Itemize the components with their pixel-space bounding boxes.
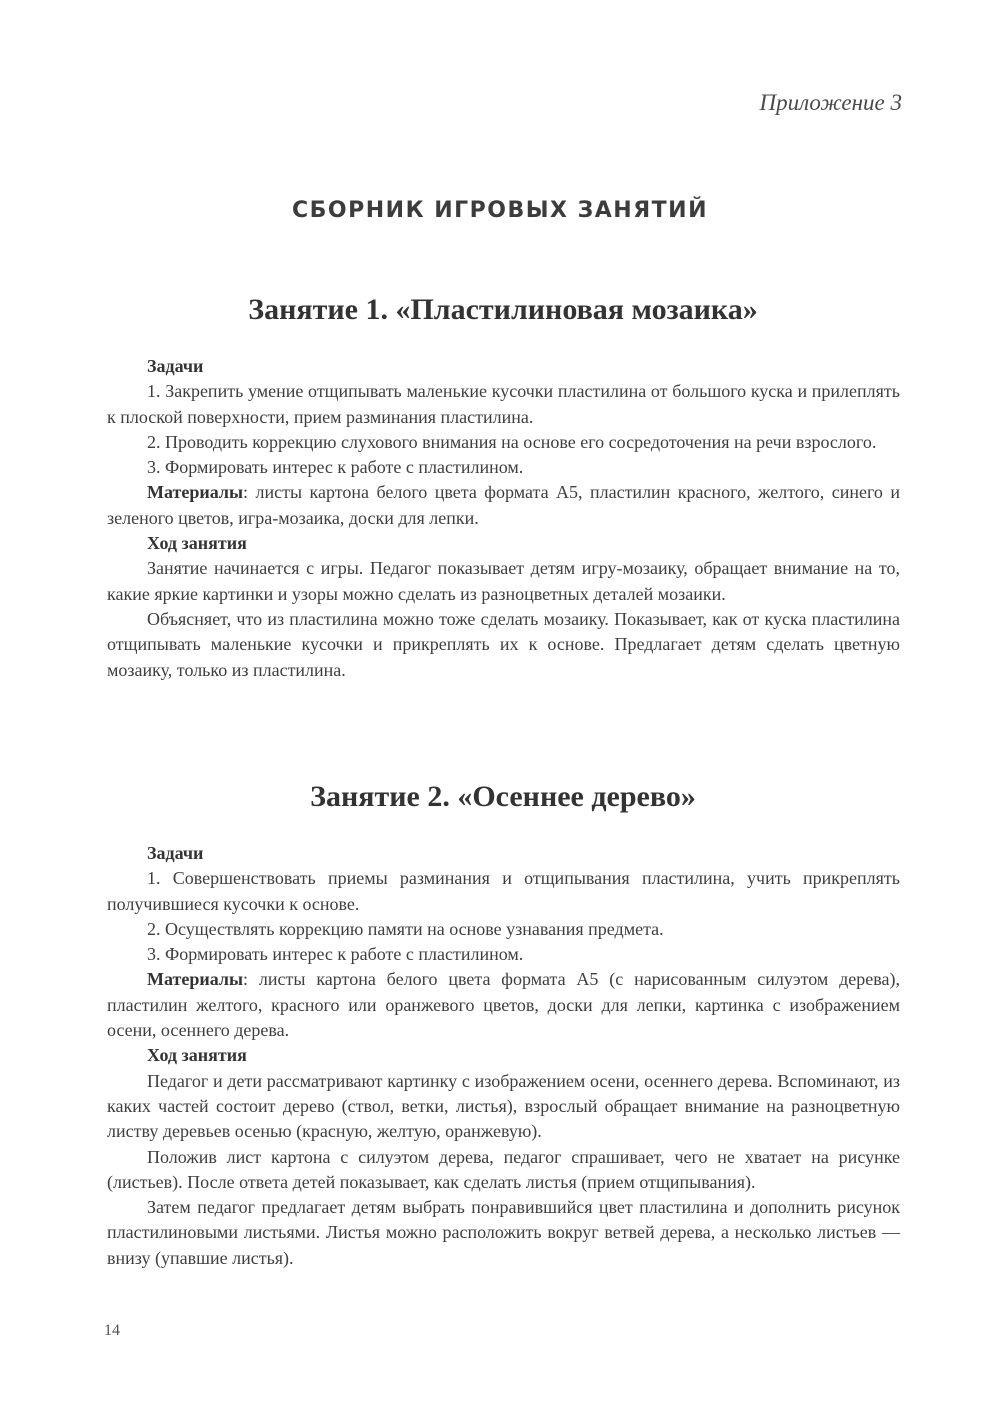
lesson-1-tasks-heading: Задачи: [147, 356, 204, 376]
lesson-1-title: Занятие 1. «Пластилиновая мозаика»: [248, 293, 758, 326]
lesson-2-tasks-heading: Задачи: [147, 843, 204, 863]
lesson-2-procedure-heading: Ход занятия: [147, 1045, 247, 1066]
lesson-2-body: [107, 841, 900, 1271]
page-number: 14: [104, 1322, 120, 1339]
lesson-2-procedure-2: Положив лист картона с силуэтом дерева, педагог спрашивает, чего не хватает на рисунке (листьев). После ответа детей показывает, как сделать листья (прием отщипывания).: [107, 1146, 900, 1192]
lesson-1-materials-text: : листы картона белого цвета формата А5, пластилин красного, желтого, синего и зеленого цветов, игра-мозаика, доски для лепки.: [107, 482, 900, 528]
lesson-2-task-1: 1. Совершенствовать приемы разминания и отщипывания пластилина, учить прикреплять получившиеся кусочки к основе.: [107, 868, 900, 914]
lesson-2-materials: [107, 967, 900, 1043]
lesson-1-materials: [107, 480, 900, 531]
lesson-2-title: Занятие 2. «Осеннее дерево»: [310, 780, 696, 813]
lesson-1-procedure-1: Занятие начинается с игры. Педагог показывает детям игру-мозаику, обращает внимание на то, какие яркие картинки и узоры можно сделать из разноцветных деталей мозаики.: [107, 558, 900, 604]
lesson-2-materials-text: : листы картона белого цвета формата А5 (с нарисованным силуэтом дерева), пластилин желтого, красного или оранжевого цветов, доски для лепки, картинка с изображением осени, осеннего дерева.: [107, 969, 900, 1041]
lesson-1-task-3: 3. Формировать интерес к работе с пластилином.: [147, 457, 524, 478]
lesson-1-materials-label: Материалы: [147, 482, 244, 503]
lesson-2-task-3: 3. Формировать интерес к работе с пластилином.: [147, 944, 524, 965]
lesson-1-task-2: 2. Проводить коррекцию слухового внимания на основе его сосредоточения на речи взрослого.: [147, 431, 877, 452]
lesson-1-procedure-heading: Ход занятия: [147, 533, 247, 554]
lesson-1-procedure-2: Объясняет, что из пластилина можно тоже сделать мозаику. Показывает, как от куска пластилина отщипывать маленькие кусочки и прикреплять их к основе. Предлагает детям сделать цветную мозаику, только из пластилина.: [107, 608, 900, 680]
appendix-label: Приложение 3: [759, 90, 902, 115]
lesson-2-task-2: 2. Осуществлять коррекцию памяти на основе узнавания предмета.: [147, 918, 664, 939]
lesson-2-materials-label: Материалы: [147, 969, 244, 990]
lesson-2-procedure-1: Педагог и дети рассматривают картинку с изображением осени, осеннего дерева. Вспоминают, из каких частей состоит дерево (ствол, ветки, листья), взрослый обращает внимание на разноцветную листву деревьев осенью (красную, желтую, оранжевую).: [107, 1070, 900, 1142]
lesson-1-body: [107, 354, 900, 683]
collection-title: СБОРНИК ИГРОВЫХ ЗАНЯТИЙ: [292, 198, 708, 223]
lesson-1-task-1: 1. Закрепить умение отщипывать маленькие кусочки пластилина от большого куска и прилеплять к плоской поверхности, прием разминания пластилина.: [107, 381, 900, 427]
lesson-2-procedure-3: Затем педагог предлагает детям выбрать понравившийся цвет пластилина и дополнить рисунок пластилиновыми листьями. Листья можно расположить вокруг ветвей дерева, а несколько листьев — внизу (упавшие листья).: [107, 1197, 900, 1268]
